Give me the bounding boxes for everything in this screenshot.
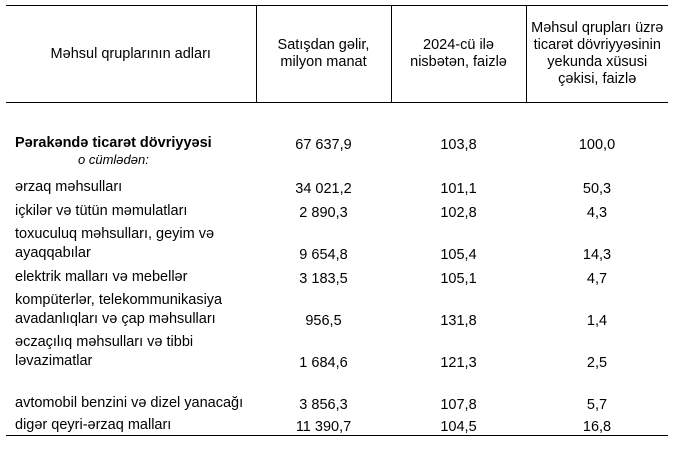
cell-ratio: 107,8: [440, 397, 477, 413]
cell-share: 4,3: [586, 205, 608, 221]
cell-share: 50,3: [582, 181, 612, 197]
cell-share: 100,0: [578, 137, 616, 153]
cell-ratio: 103,8: [440, 137, 477, 153]
table-row: [6, 371, 668, 413]
cell-ratio: 131,8: [440, 313, 477, 329]
table-row: [6, 169, 668, 197]
subtitle-text: o cümlədən:: [78, 152, 149, 167]
cell-share: 5,7: [586, 397, 608, 413]
table-row: [6, 221, 668, 263]
cell-ratio: 101,1: [440, 181, 477, 197]
row-name: əczaçılıq məhsulları və tibbi ləvazimatlar: [15, 334, 194, 369]
header-ratio-2024: 2024-cü ilə nisbətən, faizlə: [391, 6, 526, 103]
row-name: avtomobil benzini və dizel yanacağı: [15, 395, 244, 411]
cell-share: 4,7: [586, 271, 608, 287]
table-row: [6, 287, 668, 329]
retail-turnover-table: [6, 5, 668, 436]
cell-sales: 1 684,6: [299, 355, 348, 371]
cell-ratio: 121,3: [440, 355, 477, 371]
cell-sales: 3 183,5: [299, 271, 348, 287]
row-name: kompüterlər, telekommunikasiya avadanlıqları və çap məhsulları: [15, 292, 223, 327]
table-row: [6, 413, 668, 436]
row-name: Pərakəndə ticarət dövriyyəsi: [15, 135, 212, 151]
row-name: içkilər və tütün məmulatları: [15, 203, 188, 219]
cell-ratio: 104,5: [391, 413, 526, 436]
cell-share: 1,4: [586, 313, 608, 329]
header-share: Məhsul qrupları üzrə ticarət dövriyyəsinin yekunda xüsusi çəkisi, faizlə: [526, 6, 668, 103]
header-sales-revenue: Satışdan gəlir, milyon manat: [256, 6, 391, 103]
table-body: [6, 103, 668, 436]
cell-ratio: 105,4: [440, 247, 477, 263]
table-header: [6, 6, 668, 103]
cell-ratio: 105,1: [440, 271, 477, 287]
row-name: digər qeyri-ərzaq malları: [6, 413, 256, 436]
table-row-subtitle: [6, 153, 668, 169]
row-name: elektrik malları və mebellər: [15, 269, 188, 285]
cell-sales: 67 637,9: [295, 137, 352, 153]
cell-sales: 2 890,3: [299, 205, 348, 221]
cell-share: 14,3: [582, 247, 612, 263]
cell-ratio: 102,8: [440, 205, 477, 221]
table-row: [6, 197, 668, 221]
table-row: [6, 263, 668, 287]
table-row-total: [6, 103, 668, 154]
table-row: [6, 329, 668, 371]
row-name: ərzaq məhsulları: [15, 179, 123, 195]
header-product-groups: Məhsul qruplarının adları: [6, 6, 256, 103]
row-name: toxuculuq məhsulları, geyim və ayaqqabılar: [15, 226, 215, 261]
cell-share: 2,5: [586, 355, 608, 371]
cell-sales: 956,5: [305, 313, 342, 329]
cell-sales: 11 390,7: [256, 413, 391, 436]
cell-share: 16,8: [526, 413, 668, 436]
cell-sales: 3 856,3: [299, 397, 348, 413]
cell-sales: 9 654,8: [299, 247, 348, 263]
cell-sales: 34 021,2: [295, 181, 352, 197]
